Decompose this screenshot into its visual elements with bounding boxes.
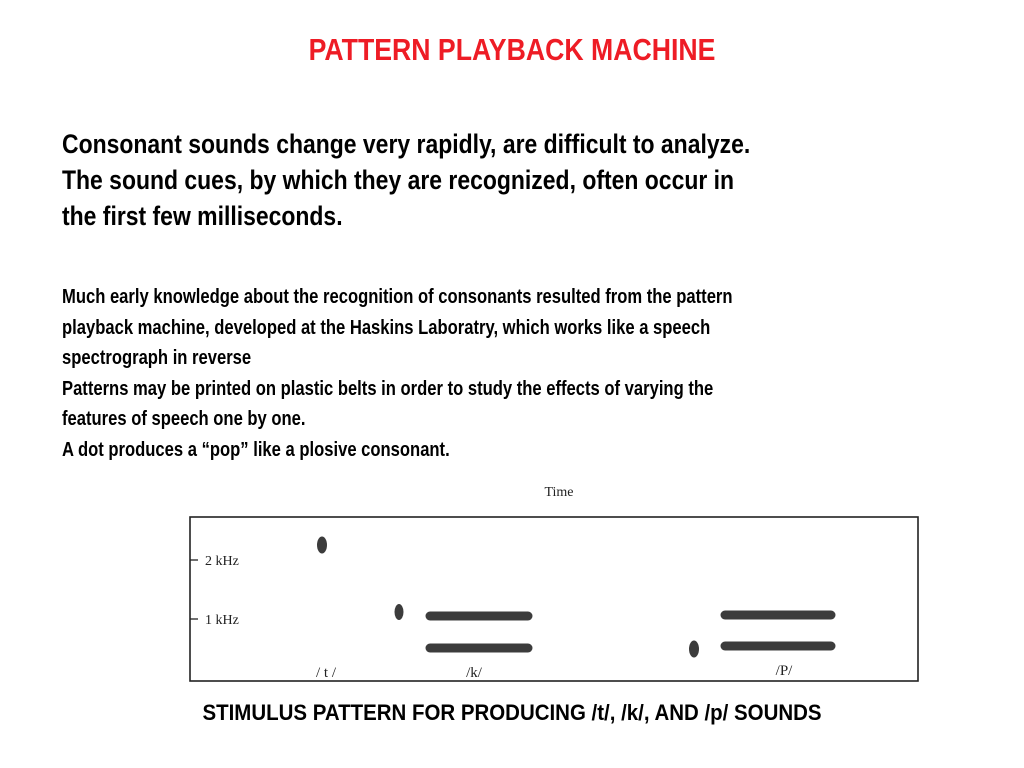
pattern-frame [190, 517, 918, 681]
intro-line: The sound cues, by which they are recognized, often occur in [62, 165, 735, 195]
k-burst-dot [395, 604, 404, 620]
sound-label-t: / t / [315, 665, 337, 681]
intro-line: Consonant sounds change very rapidly, are difficult to analyze. [62, 129, 751, 159]
t-burst-dot [317, 537, 327, 554]
freq-label-1khz: 1 kHz [205, 613, 239, 628]
intro-paragraph [62, 126, 955, 234]
detail-line: features of speech one by one. [62, 408, 306, 430]
intro-line: the first few milliseconds. [62, 201, 343, 231]
stimulus-pattern-diagram [180, 476, 940, 688]
figure-caption: STIMULUS PATTERN FOR PRODUCING /t/, /k/, AND /p/ SOUNDS [202, 700, 822, 725]
detail-line: playback machine, developed at the Haskins Laboratry, which works like a speech [62, 316, 711, 339]
time-axis-title: Time [544, 485, 574, 500]
detail-line: spectrograph in reverse [62, 347, 252, 369]
p-burst-dot [689, 641, 699, 658]
detail-line: Patterns may be printed on plastic belts in order to study the effects of varying the [62, 377, 714, 400]
sound-label-p: /P/ [775, 663, 793, 679]
slide-title: PATTERN PLAYBACK MACHINE [308, 32, 716, 67]
detail-line: A dot produces a “pop” like a plosive consonant. [62, 438, 450, 461]
details-paragraph [62, 282, 975, 465]
stimulus-pattern-figure [180, 476, 940, 688]
detail-line: Much early knowledge about the recognition of consonants resulted from the pattern [62, 286, 733, 308]
freq-label-2khz: 2 kHz [205, 554, 239, 569]
sound-label-k: /k/ [466, 665, 482, 681]
